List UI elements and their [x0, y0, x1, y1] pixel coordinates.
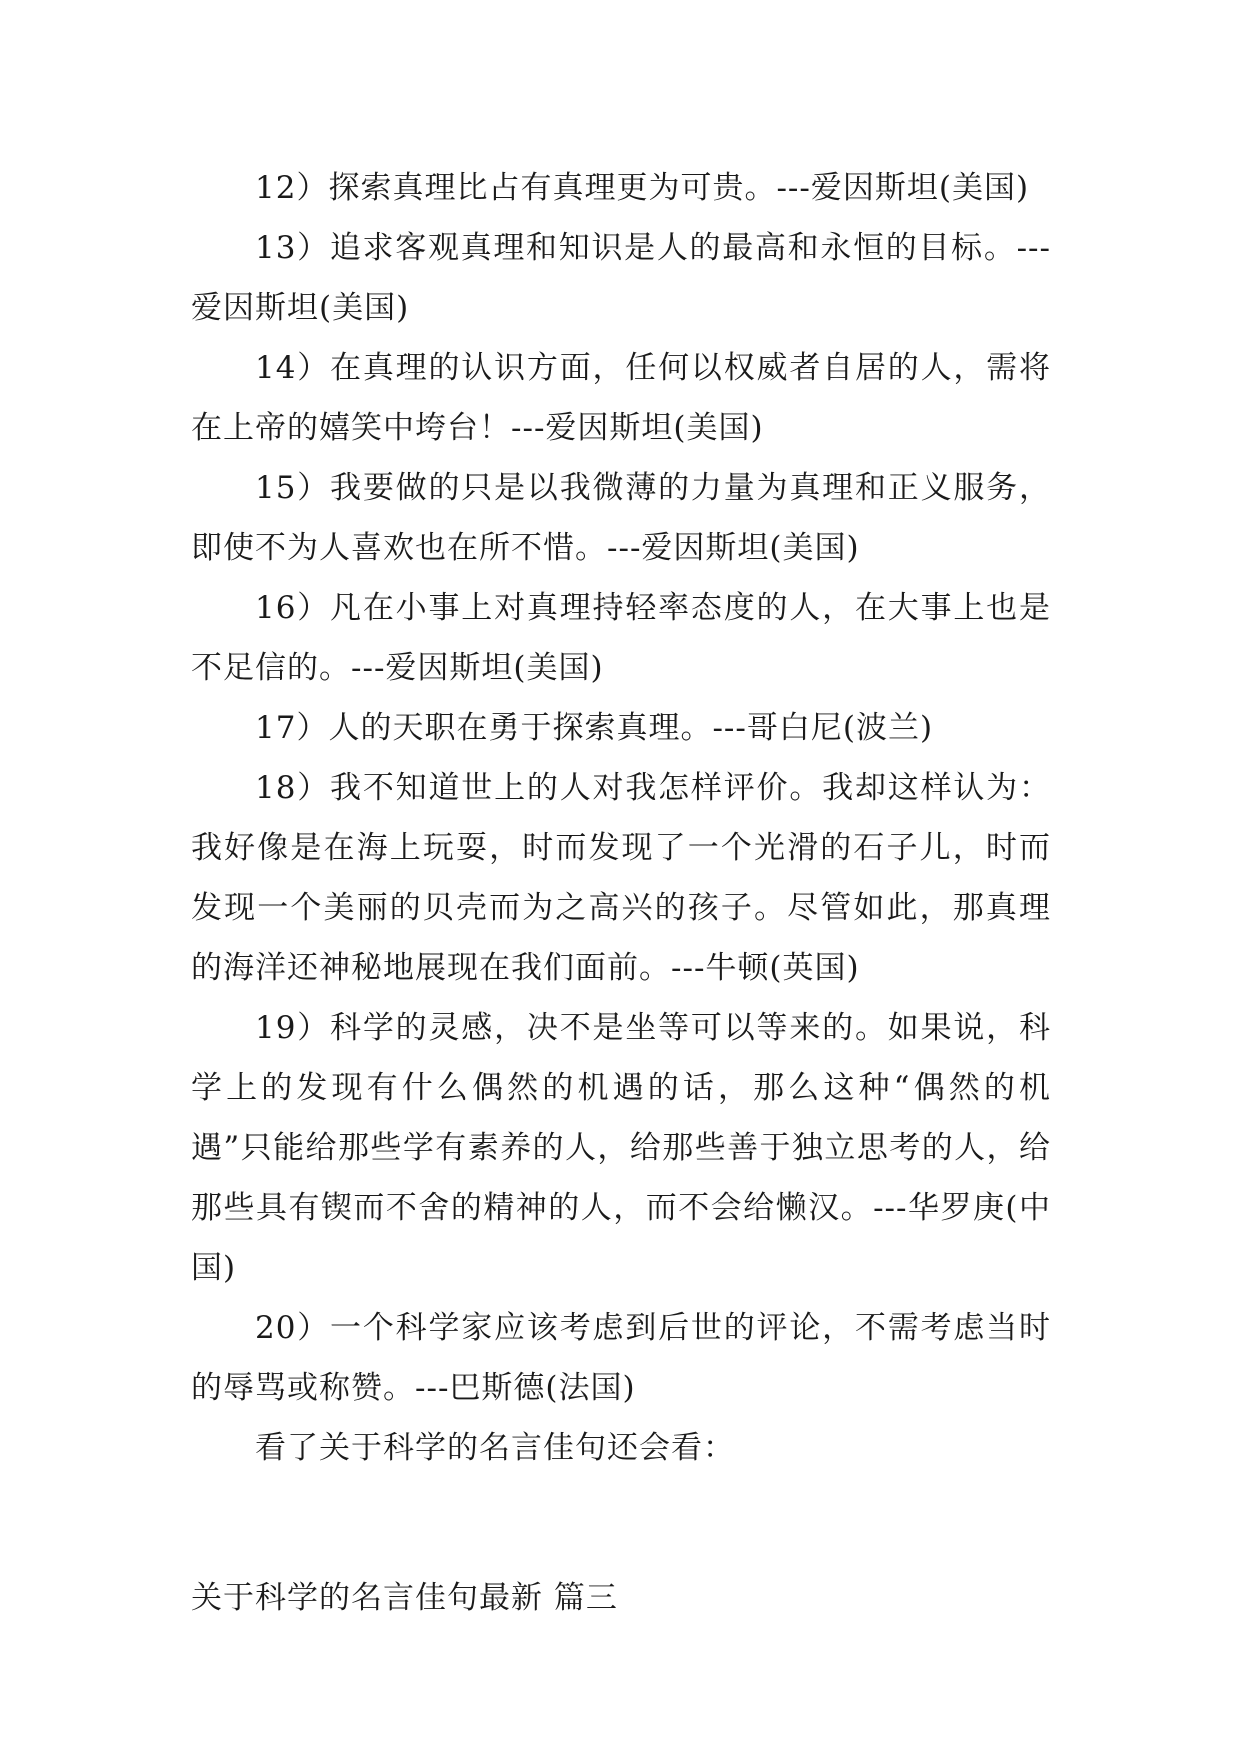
section-title: 关于科学的名言佳句最新 篇三: [191, 1580, 618, 1616]
quote-paragraph-12: 12）探索真理比占有真理更为可贵。---爱因斯坦(美国): [255, 170, 1030, 206]
section-gap: [191, 1478, 1051, 1568]
quote-paragraph-13: 13）追求客观真理和知识是人的最高和永恒的目标。---爱因斯坦(美国): [191, 230, 1051, 326]
quote-paragraph-14: 14）在真理的认识方面，任何以权威者自居的人，需将在上帝的嬉笑中垮台！---爱因斯坦(美国): [191, 350, 1051, 446]
quote-paragraph-15: 15）我要做的只是以我微薄的力量为真理和正义服务，即使不为人喜欢也在所不惜。---爱因斯坦(美国): [191, 470, 1051, 566]
quote-paragraph-17: 17）人的天职在勇于探索真理。---哥白尼(波兰): [255, 710, 934, 746]
quote-paragraph-18: 18）我不知道世上的人对我怎样评价。我却这样认为：我好像是在海上玩耍，时而发现了一个光滑的石子儿，时而发现一个美丽的贝壳而为之高兴的孩子。尽管如此，那真理的海洋还神秘地展现在我们面前。---牛顿(英国): [191, 770, 1051, 986]
see-also-line: 看了关于科学的名言佳句还会看：: [255, 1430, 735, 1466]
quote-paragraph-19: 19）科学的灵感，决不是坐等可以等来的。如果说，科学上的发现有什么偶然的机遇的话，那么这种“偶然的机遇”只能给那些学有素养的人，给那些善于独立思考的人，给那些具有锲而不舍的精神的人，而不会给懒汉。---华罗庚(中国): [191, 1010, 1051, 1286]
document-body: [191, 158, 1051, 1628]
quote-paragraph-20: 20）一个科学家应该考虑到后世的评论，不需考虑当时的辱骂或称赞。---巴斯德(法国): [191, 1310, 1051, 1406]
quote-paragraph-16: 16）凡在小事上对真理持轻率态度的人，在大事上也是不足信的。---爱因斯坦(美国): [191, 590, 1051, 686]
